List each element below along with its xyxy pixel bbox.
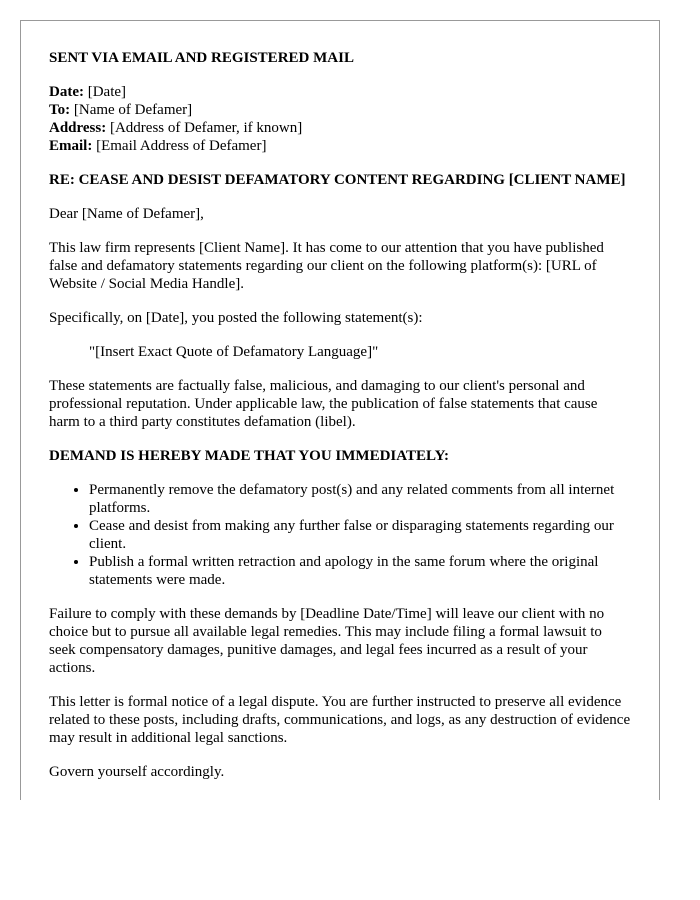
date-line bbox=[49, 83, 631, 101]
date-label: Date: bbox=[49, 84, 84, 100]
date-value: [Date] bbox=[87, 84, 127, 100]
email-label: Email: bbox=[49, 138, 93, 154]
closing-line: Govern yourself accordingly. bbox=[49, 764, 225, 780]
to-value: [Name of Defamer] bbox=[73, 102, 193, 118]
demand-item: • Publish a formal written retraction and apology in the same forum where the original statements were made. bbox=[89, 553, 631, 589]
delivery-method-line: SENT VIA EMAIL AND REGISTERED MAIL bbox=[49, 50, 354, 66]
email-line bbox=[49, 137, 631, 155]
address-label: Address: bbox=[49, 120, 107, 136]
specifically-paragraph: Specifically, on [Date], you posted the following statement(s): bbox=[49, 310, 423, 326]
demand-list bbox=[49, 481, 631, 589]
salutation: Dear [Name of Defamer], bbox=[49, 206, 204, 222]
letter-page bbox=[20, 20, 660, 800]
to-line bbox=[49, 101, 631, 119]
notice-paragraph: This letter is formal notice of a legal dispute. You are further instructed to preserve all evidence related to these posts, including drafts, communications, and logs, as any destruction of evidence may result in additional legal sanctions. bbox=[49, 694, 631, 746]
email-value: [Email Address of Defamer] bbox=[96, 138, 267, 154]
failure-paragraph: Failure to comply with these demands by [Deadline Date/Time] will leave our client with no choice but to pursue all available legal remedies. This may include filing a formal lawsuit to seek compensatory damages, punitive damages, and legal fees incurred as a result of your actions. bbox=[49, 606, 605, 676]
demand-item: • Cease and desist from making any further false or disparaging statements regarding our client. bbox=[89, 517, 631, 553]
to-label: To: bbox=[49, 102, 71, 118]
address-line bbox=[49, 119, 631, 137]
demand-heading: DEMAND IS HEREBY MADE THAT YOU IMMEDIATELY: bbox=[49, 448, 450, 464]
address-value: [Address of Defamer, if known] bbox=[109, 120, 303, 136]
recipient-details bbox=[49, 83, 631, 155]
demand-item: • Permanently remove the defamatory post(s) and any related comments from all internet platforms. bbox=[89, 481, 631, 517]
intro-paragraph: This law firm represents [Client Name]. It has come to our attention that you have published false and defamatory statements regarding our client on the following platform(s): [URL of Website / Social Media Handle]. bbox=[49, 240, 604, 292]
false-statements-paragraph: These statements are factually false, malicious, and damaging to our client's personal and professional reputation. Under applicable law, the publication of false statements that cause harm to a third party constitutes defamation (libel). bbox=[49, 378, 598, 430]
subject-line: RE: CEASE AND DESIST DEFAMATORY CONTENT REGARDING [CLIENT NAME] bbox=[49, 172, 626, 188]
defamatory-quote: "[Insert Exact Quote of Defamatory Language]" bbox=[89, 344, 379, 360]
